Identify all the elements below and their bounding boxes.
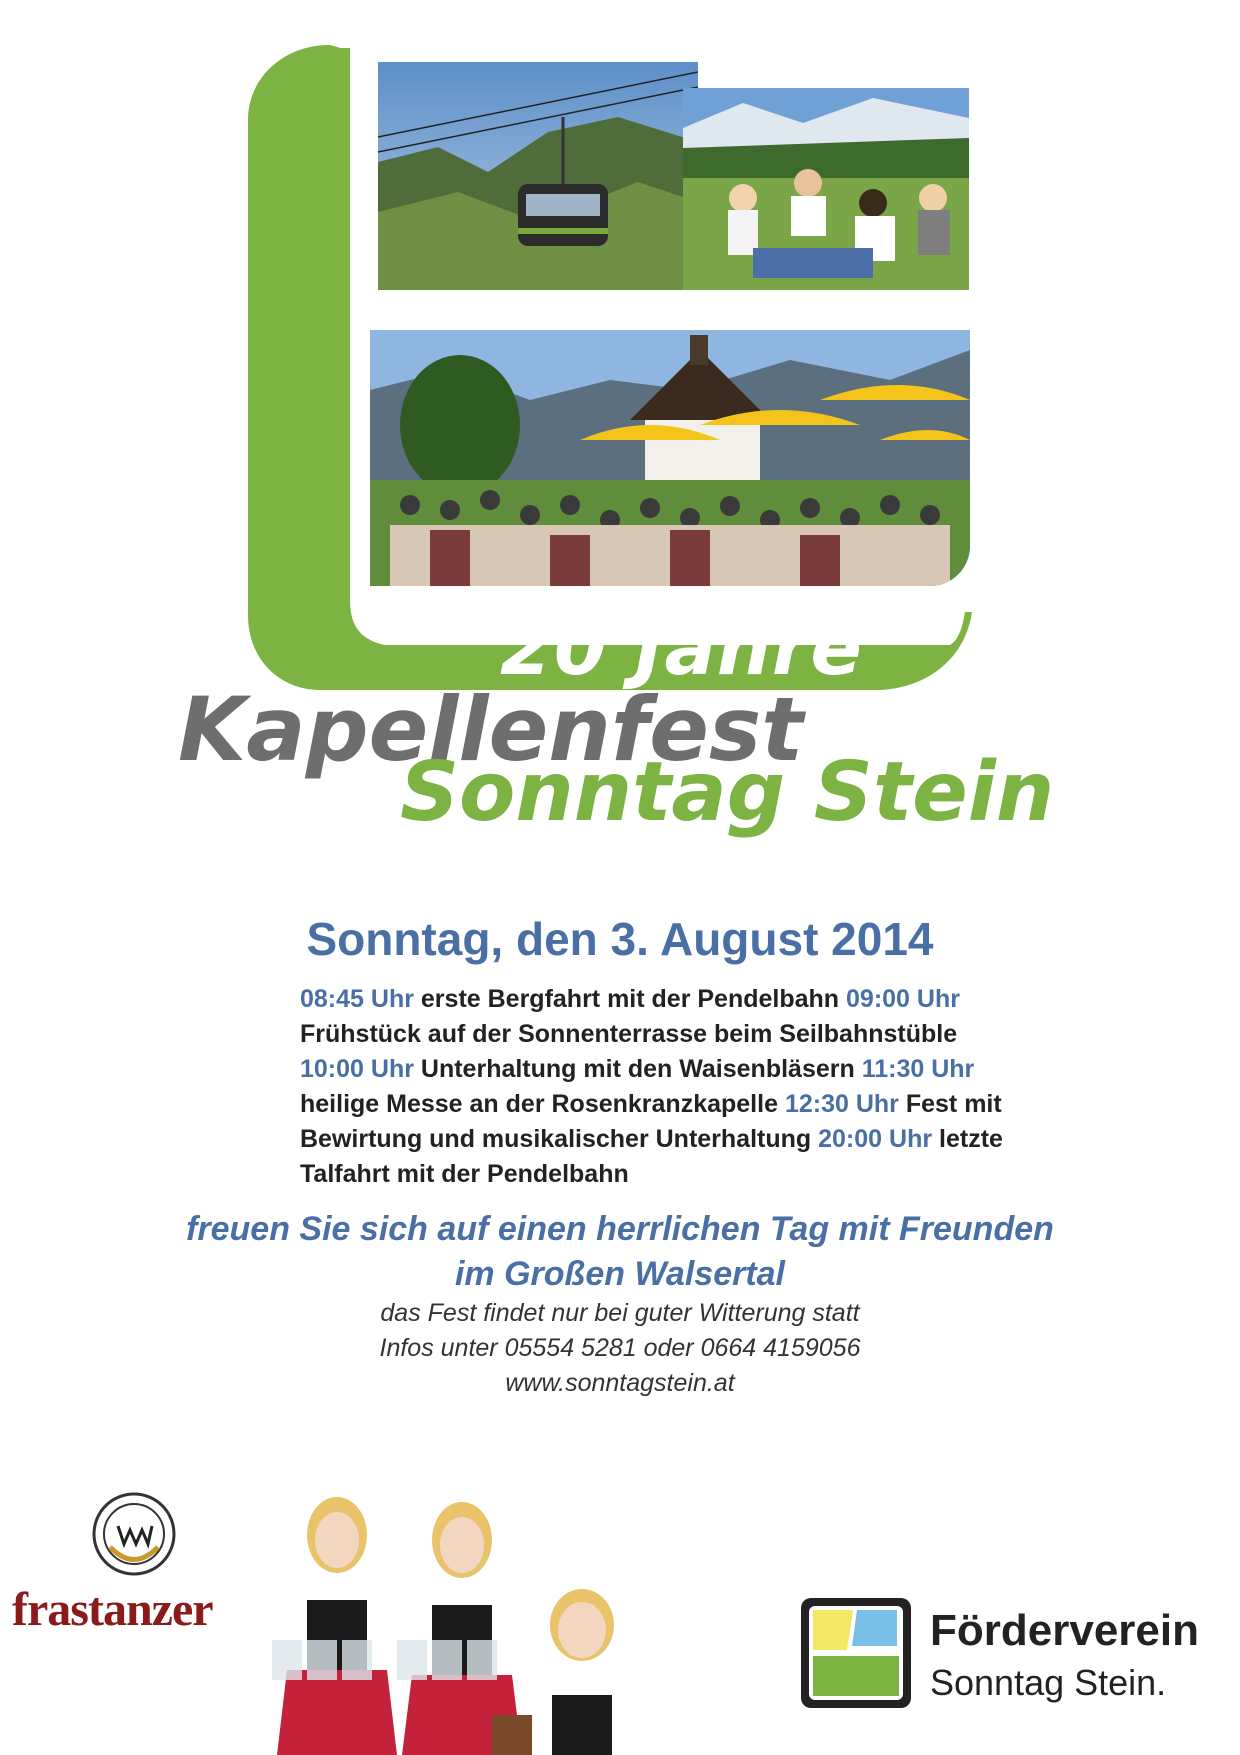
- slogan-line1: freuen Sie sich auf einen herrlichen Tag mit Freunden: [186, 1210, 1054, 1248]
- info-block: [0, 1296, 1240, 1401]
- slogan-line2: im Großen Walsertal: [454, 1255, 786, 1293]
- schedule-text: erste Bergfahrt mit der Pendelbahn: [420, 985, 840, 1013]
- schedule-time: 08:45 Uhr: [300, 985, 414, 1013]
- festival-photo: [370, 330, 970, 586]
- schedule-text: Fest mit Bewirtung und musikalischer Unterhaltung: [300, 1090, 1002, 1153]
- gondola-photo: [378, 62, 698, 290]
- foerderverein-logo-icon: [797, 1594, 915, 1712]
- association-location: Sonntag Stein.: [930, 1662, 1167, 1703]
- location-title: Sonntag Stein: [400, 745, 1055, 840]
- schedule: [300, 982, 1020, 1192]
- brewery-emblem-icon: [92, 1492, 176, 1576]
- event-date: Sonntag, den 3. August 2014: [306, 913, 934, 965]
- schedule-text: Frühstück auf der Sonnenterrasse beim Seilbahnstüble: [300, 1020, 958, 1048]
- schedule-time: 11:30 Uhr: [861, 1055, 975, 1083]
- dirndl-girls-photo: [262, 1490, 692, 1755]
- brewery-logo: frastanzer: [12, 1583, 213, 1636]
- phone-info: Infos unter 05554 5281 oder 0664 4159056: [379, 1334, 861, 1362]
- picnic-photo: [683, 88, 969, 290]
- schedule-text: heilige Messe an der Rosenkranzkapelle: [300, 1090, 778, 1118]
- schedule-time: 20:00 Uhr: [818, 1125, 933, 1153]
- event-title: Kapellenfest: [178, 678, 804, 781]
- association-name: Förderverein: [930, 1606, 1199, 1655]
- schedule-text: Unterhaltung mit den Waisenbläsern: [420, 1055, 855, 1083]
- schedule-text: letzte Talfahrt mit der Pendelbahn: [300, 1125, 1003, 1188]
- schedule-time: 10:00 Uhr: [300, 1055, 414, 1083]
- weather-note: das Fest findet nur bei guter Witterung statt: [380, 1299, 860, 1327]
- schedule-time: 12:30 Uhr: [784, 1090, 899, 1118]
- slogan: [0, 1207, 1240, 1297]
- anniversary-label: 20 Jahre: [500, 603, 863, 692]
- website-link[interactable]: www.sonntagstein.at: [505, 1369, 735, 1397]
- schedule-time: 09:00 Uhr: [846, 985, 960, 1013]
